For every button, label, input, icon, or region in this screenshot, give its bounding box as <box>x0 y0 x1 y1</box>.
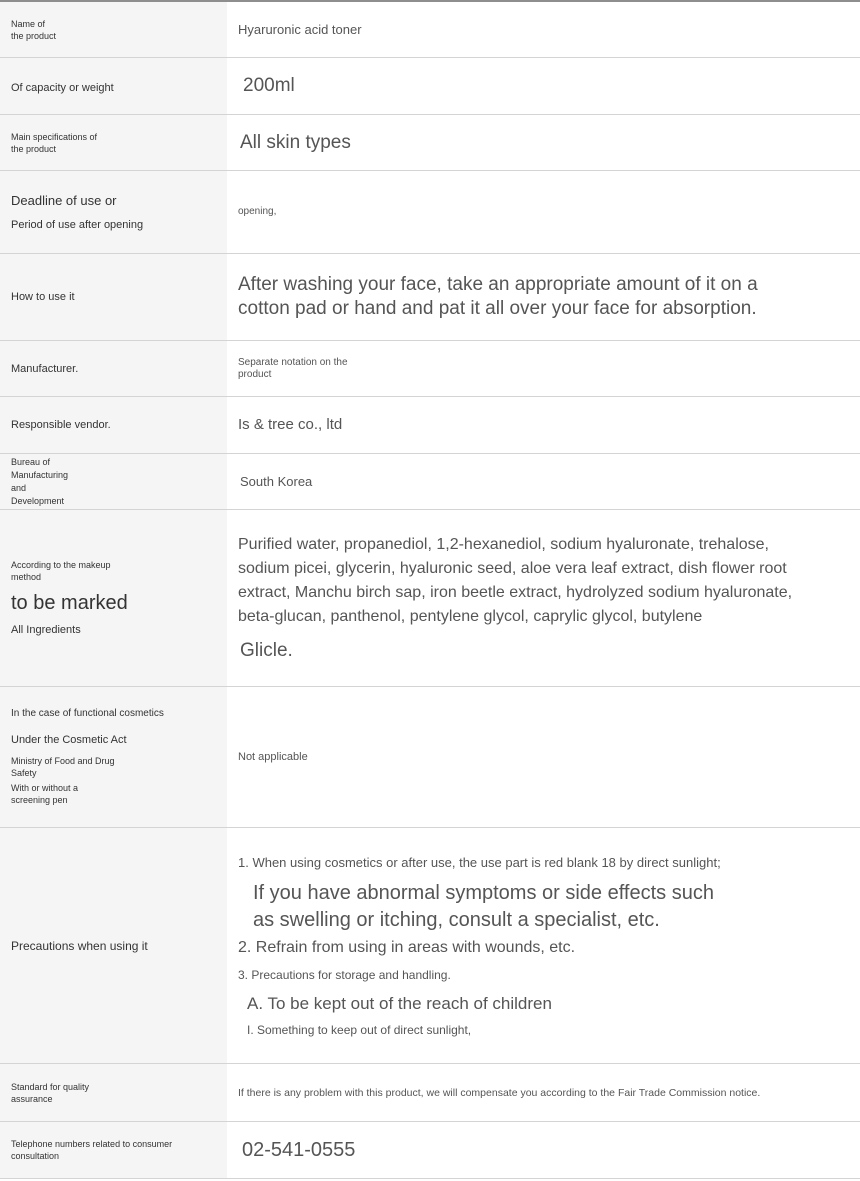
label-how-to-use <box>0 254 227 340</box>
value-text: After washing your face, take an appropriate amount of it on a <box>238 274 758 295</box>
label-line: to be marked <box>11 592 128 614</box>
label-line: Development <box>11 495 65 506</box>
label-main-specifications <box>0 115 227 170</box>
row-country-of-manufacture <box>0 454 860 510</box>
label-line: Period of use after opening <box>11 219 144 231</box>
row-how-to-use <box>0 254 860 341</box>
value-text: opening, <box>238 206 277 217</box>
value-text: sodium picei, glycerin, hyaluronic seed, aloe vera leaf extract, dish flower root <box>238 560 787 577</box>
value-text: South Korea <box>240 473 313 489</box>
value-functional-cosmetics <box>227 687 860 827</box>
value-text: 1. When using cosmetics or after use, the use part is red blank 18 by direct sunlight; <box>238 854 721 870</box>
value-text: 3. Precautions for storage and handling. <box>238 967 451 982</box>
label-manufacturer <box>0 341 227 396</box>
value-text: Purified water, propanediol, 1,2-hexanediol, sodium hyaluronate, trehalose, <box>238 536 769 553</box>
value-manufacturer <box>227 341 860 396</box>
label-line: the product <box>11 143 57 154</box>
value-text: All skin types <box>240 131 351 153</box>
value-capacity <box>227 58 860 114</box>
value-text: Separate notation on the <box>238 356 348 368</box>
value-text: Not applicable <box>238 751 308 763</box>
row-manufacturer <box>0 341 860 397</box>
value-text: 2. Refrain from using in areas with wounds, etc. <box>238 938 576 956</box>
value-text: A. To be kept out of the reach of children <box>247 993 552 1013</box>
label-responsible-vendor <box>0 397 227 453</box>
label-line: According to the makeup <box>11 560 111 570</box>
row-precautions <box>0 828 860 1064</box>
value-text: product <box>238 368 272 380</box>
label-all-ingredients <box>0 510 227 686</box>
value-product-name <box>227 2 860 57</box>
row-deadline-of-use <box>0 171 860 254</box>
label-line: Precautions when using it <box>11 938 148 953</box>
label-line: With or without a <box>11 783 79 793</box>
value-text: beta-glucan, panthenol, pentylene glycol, caprylic glycol, butylene <box>238 608 703 625</box>
value-precautions <box>227 828 860 1063</box>
row-all-ingredients <box>0 510 860 687</box>
value-deadline-of-use <box>227 171 860 253</box>
row-capacity <box>0 58 860 115</box>
value-consumer-telephone <box>227 1122 860 1178</box>
value-text: 02-541-0555 <box>242 1139 356 1161</box>
label-functional-cosmetics <box>0 687 227 827</box>
row-consumer-telephone <box>0 1122 860 1179</box>
value-country-of-manufacture <box>227 454 860 509</box>
label-consumer-telephone <box>0 1122 227 1178</box>
label-line: assurance <box>11 1093 53 1104</box>
value-text: I. Something to keep out of direct sunlight, <box>247 1022 472 1037</box>
label-line: Deadline of use or <box>11 193 117 208</box>
label-line: All Ingredients <box>11 624 81 636</box>
label-capacity <box>0 58 227 114</box>
value-text: extract, Manchu birch sap, iron beetle extract, hydrolyzed sodium hyaluronate, <box>238 584 793 601</box>
label-line: the product <box>11 30 57 41</box>
label-line: Manufacturing <box>11 469 69 480</box>
value-text: If you have abnormal symptoms or side effects such <box>253 881 714 904</box>
label-line: Name of <box>11 18 46 29</box>
label-line: Under the Cosmetic Act <box>11 734 127 746</box>
label-line: In the case of functional cosmetics <box>11 708 164 719</box>
label-line: Main specifications of <box>11 131 98 142</box>
value-text: cotton pad or hand and pat it all over your face for absorption. <box>238 298 757 319</box>
label-quality-assurance <box>0 1064 227 1121</box>
value-text: If there is any problem with this product, we will compensate you according to the Fair Trade Commission notice. <box>238 1086 761 1099</box>
row-product-name <box>0 2 860 58</box>
label-line: Standard for quality <box>11 1081 90 1092</box>
value-quality-assurance <box>227 1064 860 1121</box>
label-precautions <box>0 828 227 1063</box>
value-main-specifications <box>227 115 860 170</box>
value-text: 200ml <box>243 75 295 96</box>
label-line: Manufacturer. <box>11 362 79 375</box>
value-text: Hyaruronic acid toner <box>238 21 362 37</box>
value-text: Glicle. <box>240 640 293 661</box>
label-line: and <box>11 482 27 493</box>
label-deadline-of-use <box>0 171 227 253</box>
label-product-name <box>0 2 227 57</box>
value-text: as swelling or itching, consult a specialist, etc. <box>253 908 660 931</box>
value-responsible-vendor <box>227 397 860 453</box>
label-line: Of capacity or weight <box>11 82 114 94</box>
label-line: consultation <box>11 1151 60 1161</box>
label-line: Responsible vendor. <box>11 419 111 431</box>
row-quality-assurance <box>0 1064 860 1122</box>
label-line: Ministry of Food and Drug <box>11 756 115 766</box>
label-line: Telephone numbers related to consumer <box>11 1139 173 1149</box>
label-line: Safety <box>11 768 37 778</box>
value-text: Is & tree co., ltd <box>238 416 343 433</box>
row-responsible-vendor <box>0 397 860 454</box>
label-country-of-manufacture <box>0 454 227 509</box>
value-all-ingredients <box>227 510 860 686</box>
row-functional-cosmetics <box>0 687 860 828</box>
row-main-specifications <box>0 115 860 171</box>
label-line: How to use it <box>11 291 75 303</box>
label-line: method <box>11 572 42 582</box>
label-line: Bureau of <box>11 456 51 467</box>
label-line: screening pen <box>11 795 68 805</box>
value-how-to-use <box>227 254 860 340</box>
